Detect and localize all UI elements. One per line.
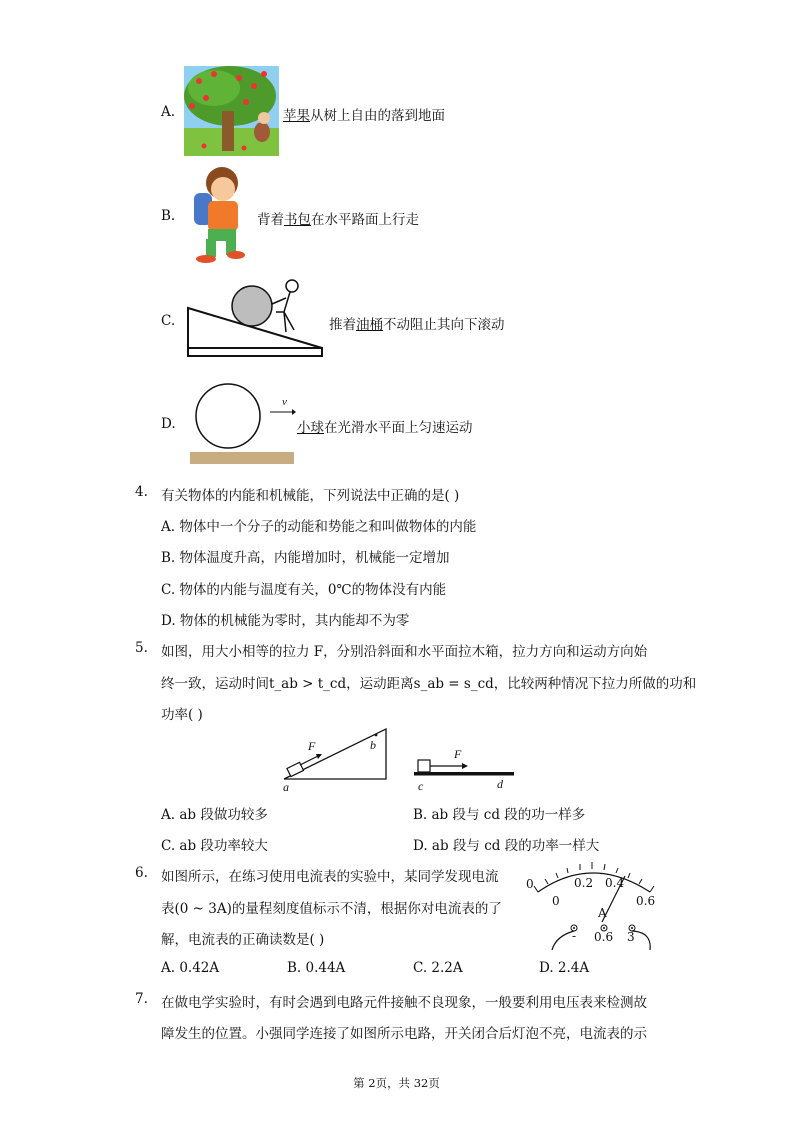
fig-label-F2: F <box>454 747 462 761</box>
fig-label-b: b <box>370 738 376 752</box>
q6-option-c: C. 2.2A <box>413 960 463 976</box>
option-b-letter: B. <box>161 208 176 224</box>
option-c-letter: C. <box>161 313 176 329</box>
option-a-text <box>283 104 445 124</box>
q5-number: 5. <box>135 640 148 656</box>
oil-barrel-word: 油桶 <box>356 317 383 333</box>
ball-word: 小球 <box>297 420 324 436</box>
meter-unit-A: A <box>598 906 607 920</box>
q7-line1: 在做电学实验时，有时会遇到电路元件接触不良现象，一般要利用电压表来检测故 <box>161 995 647 1011</box>
q4-option-c: C. 物体的内能与温度有关，0℃的物体没有内能 <box>161 582 447 598</box>
apple-word: 苹果 <box>283 108 310 124</box>
page-footer: 第 2页，共 32页 <box>353 1076 440 1090</box>
q5-option-d: D. ab 段与 cd 段的功率一样大 <box>413 838 600 854</box>
schoolbag-word: 书包 <box>284 212 311 228</box>
q4-stem: 有关物体的内能和机械能，下列说法中正确的是( ) <box>161 488 460 504</box>
q7-number: 7. <box>135 991 148 1007</box>
boy-with-backpack-picture <box>190 165 250 265</box>
option-a-rest: 从树上自由的落到地面 <box>310 108 445 124</box>
option-c-rest: 不动阻止其向下滚动 <box>383 317 505 333</box>
q5-option-b: B. ab 段与 cd 段的功一样多 <box>413 807 586 823</box>
ball-on-smooth-floor-picture <box>188 382 298 466</box>
q6-option-d: D. 2.4A <box>539 960 590 976</box>
meter-tick-0.2: 0.2 <box>574 876 594 890</box>
option-c-pre: 推着 <box>329 317 356 333</box>
meter-outer-0: 0 <box>526 877 534 891</box>
q4-option-b: B. 物体温度升高，内能增加时，机械能一定增加 <box>161 550 450 566</box>
q5-line1: 如图，用大小相等的拉力 F，分别沿斜面和水平面拉木箱，拉力方向和运动方向始 <box>161 644 648 660</box>
velocity-label: v <box>282 396 287 408</box>
q4-option-d: D. 物体的机械能为零时，其内能却不为零 <box>161 613 410 629</box>
q5-line3: 功率( ) <box>161 707 203 723</box>
q4-option-a: A. 物体中一个分子的动能和势能之和叫做物体的内能 <box>161 519 477 535</box>
option-d-rest: 在光滑水平面上匀速运动 <box>324 420 473 436</box>
option-d-text <box>297 416 473 436</box>
option-b-rest: 在水平路面上行走 <box>311 212 419 228</box>
meter-terminal-minus: - <box>572 929 577 943</box>
q6-option-b: B. 0.44A <box>287 960 346 976</box>
fig-label-d: d <box>497 777 503 791</box>
meter-terminal-0.6: 0.6 <box>594 930 614 944</box>
q5-option-c: C. ab 段功率较大 <box>161 838 268 854</box>
q7-line2: 障发生的位置。小强同学连接了如图所示电路，开关闭合后灯泡不亮，电流表的示 <box>161 1026 647 1042</box>
q5-line2: 终一致，运动时间t_ab > t_cd，运动距离s_ab = s_cd，比较两种情况下拉力所做的功和 <box>161 676 697 692</box>
fig-label-a: a <box>283 780 289 794</box>
option-a-letter: A. <box>161 104 176 120</box>
q5-option-a: A. ab 段做功较多 <box>161 807 268 823</box>
option-b-text <box>257 208 419 228</box>
option-b-pre: 背着 <box>257 212 284 228</box>
q6-line2: 表(0 ~ 3A)的量程刻度值标示不清，根据你对电流表的了 <box>161 901 502 917</box>
meter-tick-0.4: 0.4 <box>605 876 625 890</box>
q6-line1: 如图所示，在练习使用电流表的实验中，某同学发现电流 <box>161 869 499 885</box>
fig-label-c: c <box>418 779 424 793</box>
q4-number: 4. <box>135 484 148 500</box>
apple-tree-picture <box>184 66 279 156</box>
push-barrel-on-slope-picture <box>186 276 326 361</box>
option-c-text <box>329 313 505 333</box>
fig-label-F1: F <box>308 739 316 753</box>
option-d-letter: D. <box>161 416 176 432</box>
meter-inner-0: 0 <box>552 894 560 908</box>
q6-option-a: A. 0.42A <box>161 960 220 976</box>
q6-line3: 解，电流表的正确读数是( ) <box>161 932 325 948</box>
meter-terminal-3: 3 <box>627 930 635 944</box>
incline-and-horizontal-figure <box>280 727 520 793</box>
meter-tick-0.6: 0.6 <box>636 894 656 908</box>
q6-number: 6. <box>135 865 148 881</box>
